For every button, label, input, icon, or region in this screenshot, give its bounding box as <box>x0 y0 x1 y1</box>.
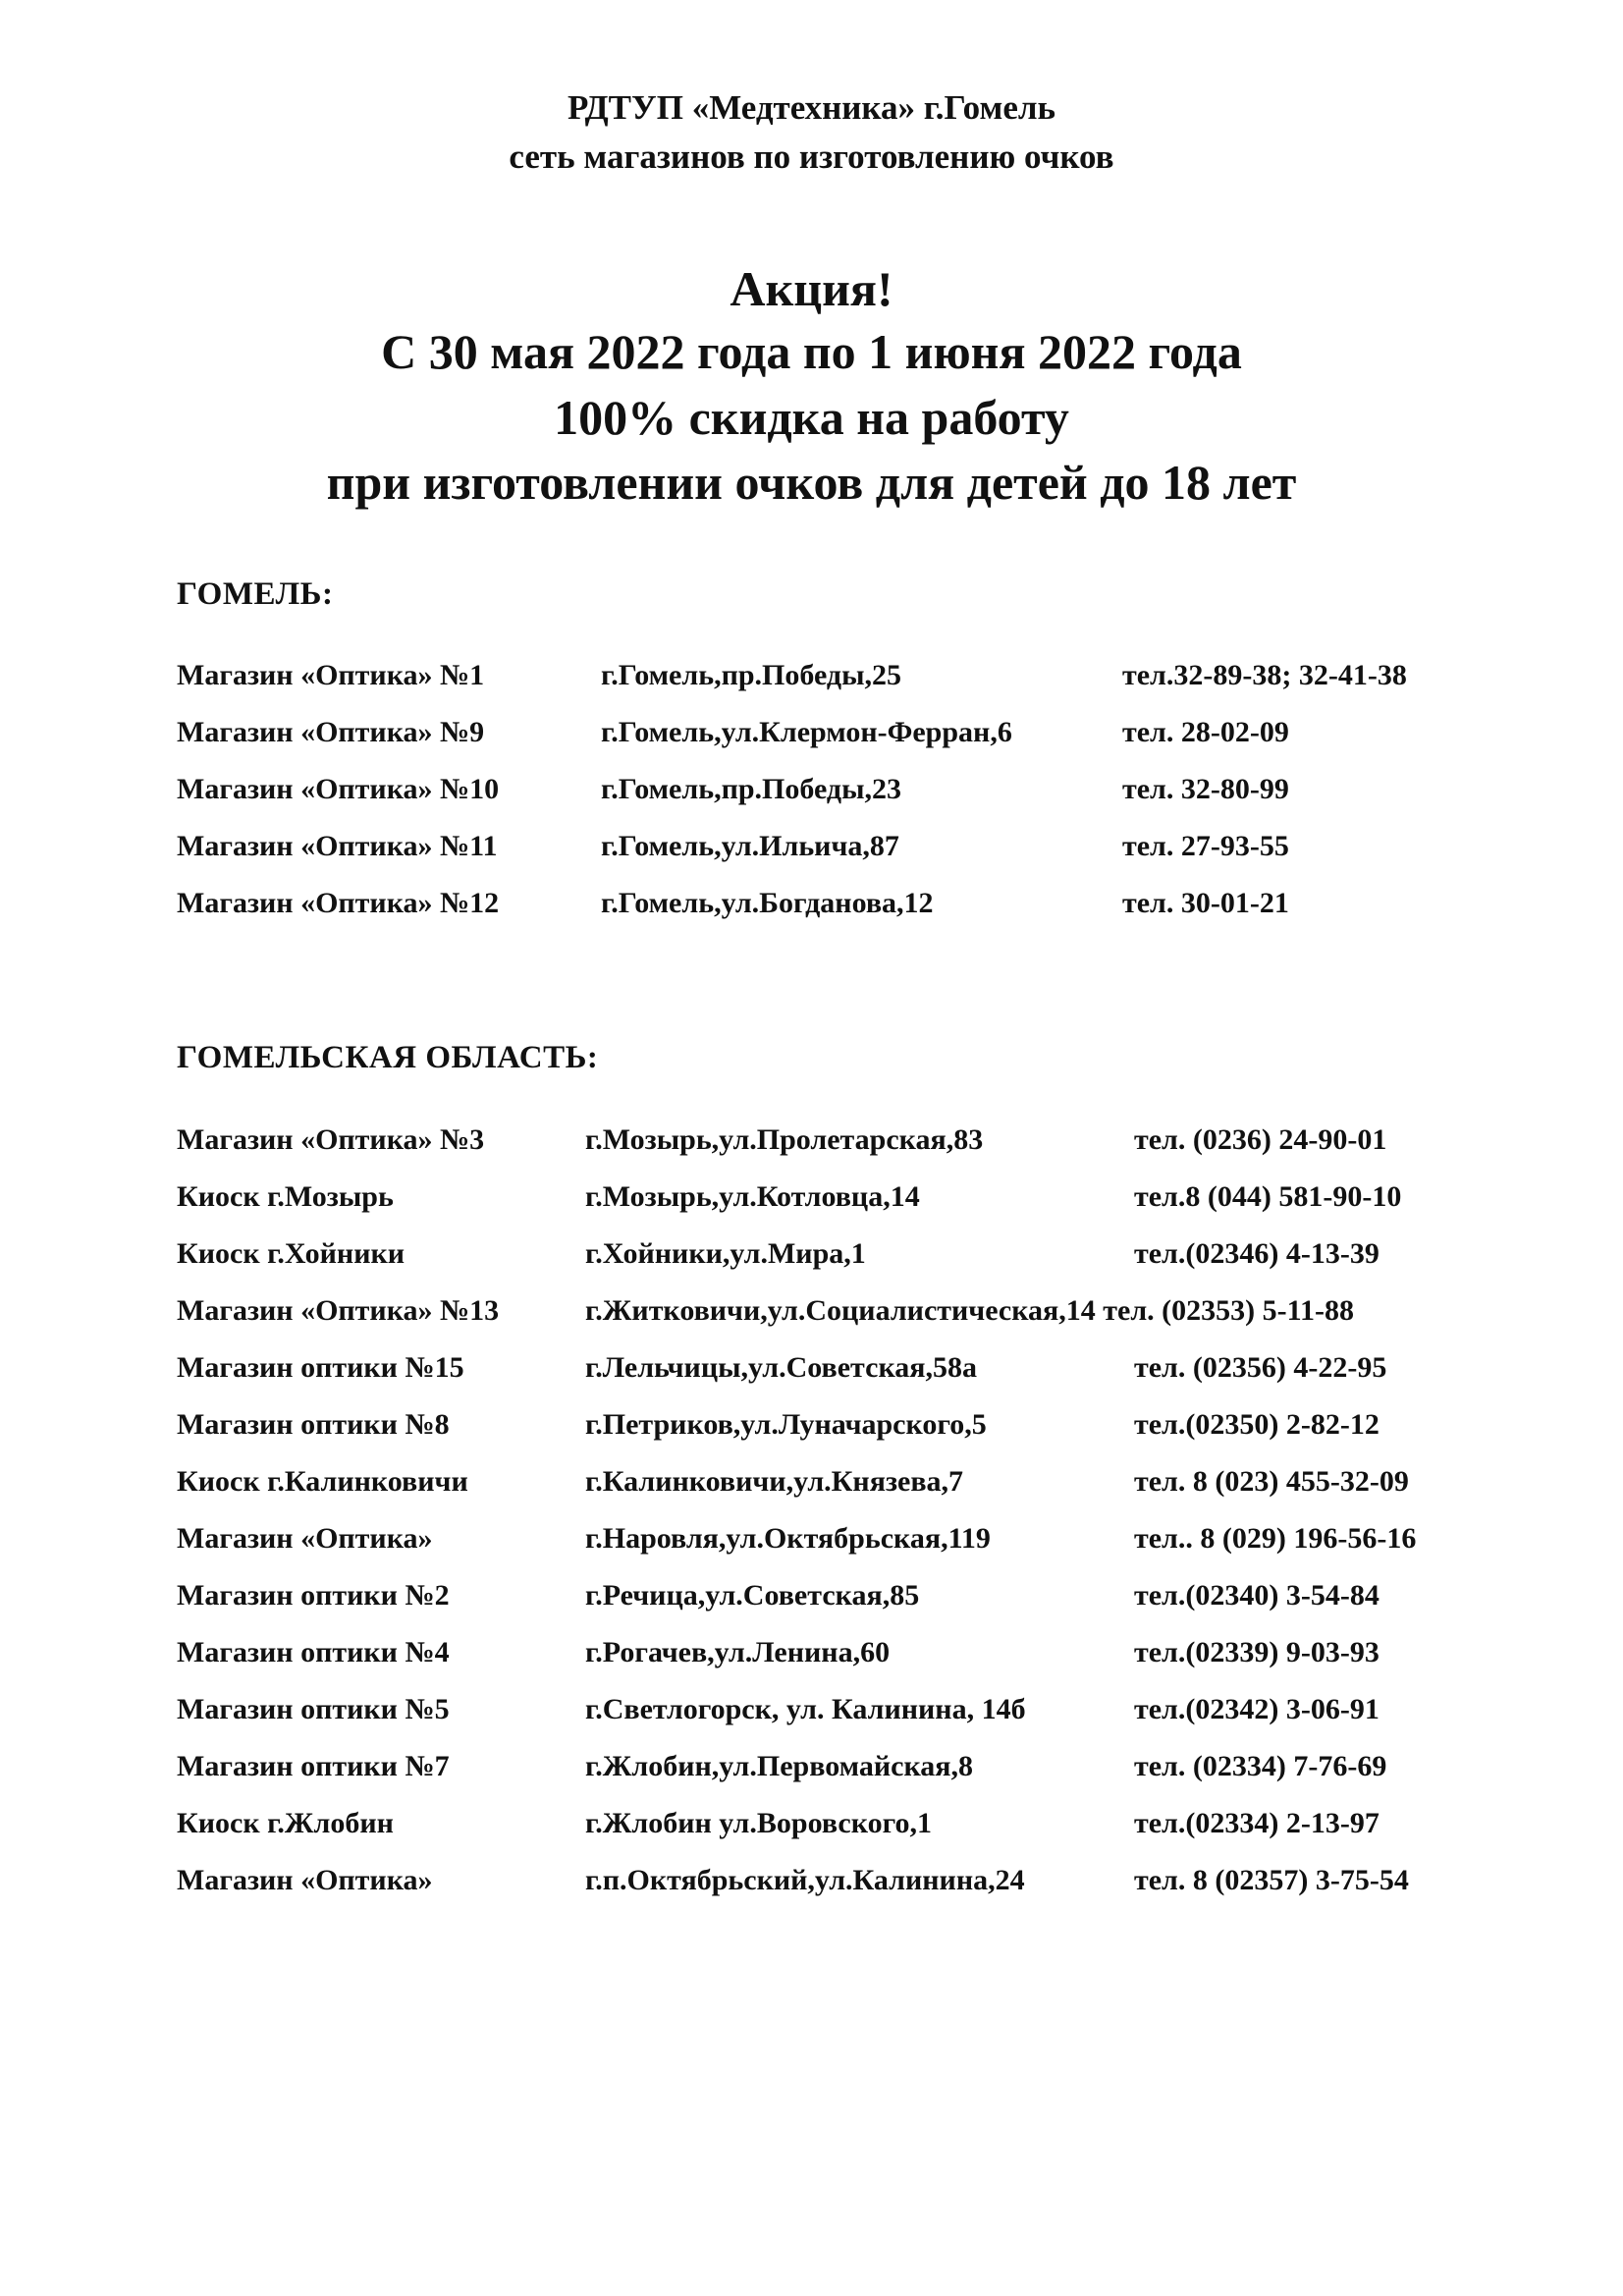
store-phone: тел.(02334) 2-13-97 <box>1134 1807 1380 1839</box>
store-phone: тел. 28-02-09 <box>1122 716 1289 748</box>
store-address: г.Гомель,пр.Победы,25 <box>601 659 901 691</box>
store-row <box>0 827 1623 866</box>
store-phone: тел.(02346) 4-13-39 <box>1134 1237 1380 1270</box>
store-address: г.Лельчицы,ул.Советская,58а <box>585 1351 978 1384</box>
promo-title: Акция! <box>730 261 893 316</box>
organization-name: РДТУП «Медтехника» г.Гомель <box>567 88 1056 127</box>
store-phone: тел. 27-93-55 <box>1122 830 1289 862</box>
store-phone: тел.. 8 (029) 196-56-16 <box>1134 1522 1417 1555</box>
store-name: Магазин оптики №2 <box>177 1579 450 1612</box>
store-row <box>0 1462 1623 1502</box>
store-phone: тел. (02334) 7-76-69 <box>1134 1750 1387 1782</box>
store-row <box>0 1177 1623 1217</box>
store-row <box>0 1405 1623 1445</box>
store-row <box>0 1861 1623 1900</box>
store-address: г.Гомель,ул.Ильича,87 <box>601 830 899 862</box>
store-address: г.Петриков,ул.Луначарского,5 <box>585 1408 987 1441</box>
store-address: г.Мозырь,ул.Пролетарская,83 <box>585 1123 984 1156</box>
store-name: Магазин «Оптика» <box>177 1522 433 1555</box>
store-phone: тел.32-89-38; 32-41-38 <box>1122 659 1407 691</box>
store-row <box>0 713 1623 752</box>
store-address: г.Жлобин ул.Воровского,1 <box>585 1807 932 1839</box>
store-phone: тел.(02340) 3-54-84 <box>1134 1579 1380 1612</box>
store-row <box>0 884 1623 923</box>
store-address: г.Рогачев,ул.Ленина,60 <box>585 1636 891 1668</box>
store-name: Магазин «Оптика» №9 <box>177 716 485 748</box>
store-address: г.Жлобин,ул.Первомайская,8 <box>585 1750 974 1782</box>
store-address: г.Наровля,ул.Октябрьская,119 <box>585 1522 991 1555</box>
store-address: г.Гомель,ул.Клермон-Ферран,6 <box>601 716 1012 748</box>
store-name: Магазин «Оптика» №3 <box>177 1123 485 1156</box>
store-address: г.Гомель,ул.Богданова,12 <box>601 887 934 919</box>
store-row <box>0 1519 1623 1558</box>
section-title-gomel: ГОМЕЛЬ: <box>177 576 334 612</box>
store-address: г.п.Октябрьский,ул.Калинина,24 <box>585 1864 1025 1896</box>
store-name: Магазин оптики №4 <box>177 1636 450 1668</box>
organization-subtitle: сеть магазинов по изготовлению очков <box>509 137 1114 176</box>
store-name: Магазин «Оптика» <box>177 1864 433 1896</box>
store-name: Киоск г.Мозырь <box>177 1180 394 1213</box>
store-row <box>0 1690 1623 1729</box>
promo-condition: при изготовлении очков для детей до 18 лет <box>326 455 1297 510</box>
store-address: г.Житковичи,ул.Социалистическая,14 тел. (02353) 5-11-88 <box>585 1294 1354 1327</box>
store-name: Магазин «Оптика» №12 <box>177 887 500 919</box>
store-phone: тел.(02350) 2-82-12 <box>1134 1408 1380 1441</box>
store-row <box>0 1804 1623 1843</box>
store-phone: тел. 32-80-99 <box>1122 773 1289 805</box>
store-phone: тел. 8 (02357) 3-75-54 <box>1134 1864 1409 1896</box>
store-phone: тел. 8 (023) 455-32-09 <box>1134 1465 1409 1498</box>
store-phone: тел. 30-01-21 <box>1122 887 1289 919</box>
store-row <box>0 1747 1623 1786</box>
store-name: Магазин «Оптика» №1 <box>177 659 485 691</box>
store-address: г.Хойники,ул.Мира,1 <box>585 1237 866 1270</box>
store-address: г.Гомель,пр.Победы,23 <box>601 773 901 805</box>
store-phone: тел. (0236) 24-90-01 <box>1134 1123 1387 1156</box>
store-name: Магазин «Оптика» №10 <box>177 773 500 805</box>
store-address: г.Светлогорск, ул. Калинина, 14б <box>585 1693 1026 1725</box>
store-phone: тел.(02339) 9-03-93 <box>1134 1636 1380 1668</box>
store-row <box>0 1121 1623 1160</box>
store-row <box>0 1576 1623 1615</box>
store-name: Магазин оптики №15 <box>177 1351 464 1384</box>
store-name: Магазин «Оптика» №11 <box>177 830 498 862</box>
store-phone: тел. (02356) 4-22-95 <box>1134 1351 1387 1384</box>
store-address: г.Мозырь,ул.Котловца,14 <box>585 1180 920 1213</box>
store-row <box>0 1348 1623 1388</box>
promo-discount: 100% скидка на работу <box>554 390 1069 445</box>
store-row <box>0 1633 1623 1672</box>
store-phone: тел.(02342) 3-06-91 <box>1134 1693 1380 1725</box>
store-name: Киоск г.Жлобин <box>177 1807 394 1839</box>
store-name: Магазин оптики №7 <box>177 1750 450 1782</box>
store-phone: тел.8 (044) 581-90-10 <box>1134 1180 1402 1213</box>
store-address: г.Калинковичи,ул.Князева,7 <box>585 1465 964 1498</box>
section-title-region: ГОМЕЛЬСКАЯ ОБЛАСТЬ: <box>177 1040 599 1075</box>
store-name: Магазин оптики №8 <box>177 1408 450 1441</box>
store-row <box>0 770 1623 809</box>
store-name: Киоск г.Хойники <box>177 1237 406 1270</box>
promo-dates: С 30 мая 2022 года по 1 июня 2022 года <box>381 324 1242 379</box>
store-row <box>0 656 1623 695</box>
store-address: г.Речица,ул.Советская,85 <box>585 1579 920 1612</box>
store-name: Магазин «Оптика» №13 <box>177 1294 500 1327</box>
store-row <box>0 1234 1623 1274</box>
store-name: Киоск г.Калинковичи <box>177 1465 468 1498</box>
store-name: Магазин оптики №5 <box>177 1693 450 1725</box>
store-row <box>0 1291 1623 1331</box>
